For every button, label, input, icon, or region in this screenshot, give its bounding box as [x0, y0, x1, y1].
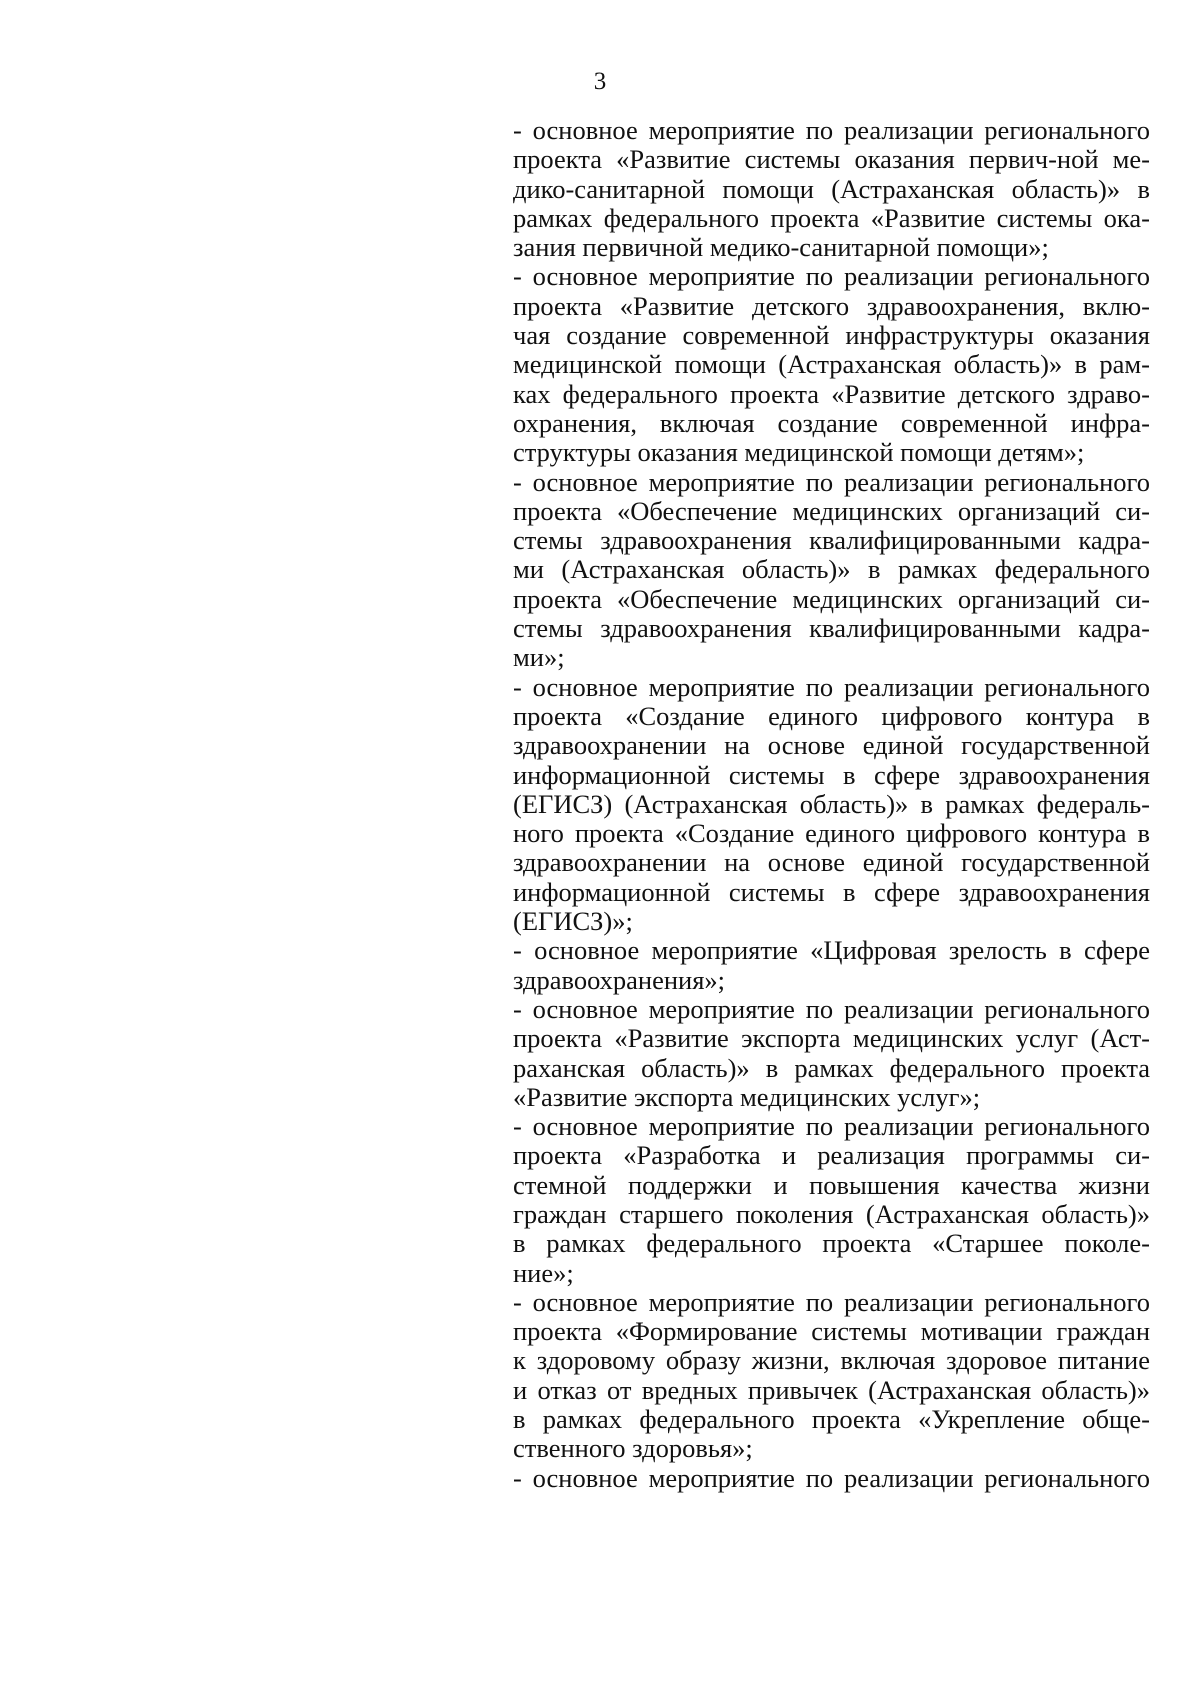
text-line: - основное мероприятие «Цифровая зрелость в сфере	[513, 936, 1150, 966]
text-line: и отказ от вредных привычек (Астраханская область)»	[513, 1375, 1150, 1405]
text-line: - основное мероприятие по реализации регионального	[513, 672, 1150, 702]
text-line: ние»;	[513, 1257, 574, 1288]
text-line: стемной поддержки и повышения качества жизни	[513, 1170, 1150, 1200]
text-line: рамках федерального проекта «Развитие системы ока-	[513, 203, 1150, 233]
text-line: здравоохранения»;	[513, 964, 726, 995]
text-line: «Развитие экспорта медицинских услуг»;	[513, 1081, 981, 1112]
text-line: - основное мероприятие по реализации регионального	[513, 994, 1150, 1024]
text-line: чая создание современной инфраструктуры оказания	[513, 321, 1150, 351]
text-line: здравоохранении на основе единой государственной	[513, 848, 1150, 878]
text-line: проекта «Развитие системы оказания первич-ной ме-	[513, 145, 1150, 175]
text-line: проекта «Разработка и реализация программы си-	[513, 1141, 1150, 1171]
text-line: охранения, включая создание современной инфра-	[513, 408, 1150, 438]
text-line: - основное мероприятие по реализации регионального	[513, 262, 1150, 292]
text-line: - основное мероприятие по реализации регионального	[513, 1112, 1150, 1142]
text-line: - основное мероприятие по реализации регионального	[513, 1463, 1150, 1493]
text-line: структуры оказания медицинской помощи детям»;	[513, 437, 1085, 468]
text-line: стемы здравоохранения квалифицированными кадра-	[513, 526, 1150, 556]
text-line: зания первичной медико-санитарной помощи»;	[513, 232, 1049, 263]
text-line: проекта «Формирование системы мотивации граждан	[513, 1317, 1150, 1347]
text-line: - основное мероприятие по реализации регионального	[513, 116, 1150, 145]
text-line: - основное мероприятие по реализации регионального	[513, 467, 1150, 497]
text-line: раханская область)» в рамках федерального проекта	[513, 1053, 1150, 1083]
text-line: ках федерального проекта «Развитие детского здраво-	[513, 379, 1150, 409]
text-line: (ЕГИСЗ)»;	[513, 906, 633, 937]
text-line: (ЕГИСЗ) (Астраханская область)» в рамках федераль-	[513, 789, 1150, 819]
text-line: проекта «Развитие детского здравоохранения, вклю-	[513, 291, 1150, 321]
text-line: ственного здоровья»;	[513, 1433, 753, 1464]
text-line: информационной системы в сфере здравоохранения	[513, 760, 1150, 790]
text-line: ного проекта «Создание единого цифрового контура в	[513, 819, 1150, 849]
text-line: дико-санитарной помощи (Астраханская область)» в	[513, 174, 1150, 204]
text-line: проекта «Обеспечение медицинских организаций си-	[513, 496, 1150, 526]
text-line: - основное мероприятие по реализации регионального	[513, 1287, 1150, 1317]
page-number: 3	[593, 68, 607, 95]
text-line: стемы здравоохранения квалифицированными кадра-	[513, 614, 1150, 644]
body-text-column	[513, 116, 1150, 1493]
text-line: ми (Астраханская область)» в рамках федерального	[513, 555, 1150, 585]
text-line: информационной системы в сфере здравоохранения	[513, 877, 1150, 907]
text-line: ми»;	[513, 642, 565, 673]
text-line: проекта «Создание единого цифрового контура в	[513, 701, 1150, 731]
text-line: к здоровому образу жизни, включая здоровое питание	[513, 1346, 1150, 1376]
text-line: в рамках федерального проекта «Укрепление обще-	[513, 1405, 1150, 1435]
text-line: проекта «Обеспечение медицинских организаций си-	[513, 584, 1150, 614]
text-line: медицинской помощи (Астраханская область)» в рам-	[513, 350, 1150, 380]
text-line: здравоохранении на основе единой государственной	[513, 731, 1150, 761]
text-line: в рамках федерального проекта «Старшее поколе-	[513, 1229, 1150, 1259]
text-line: проекта «Развитие экспорта медицинских услуг (Аст-	[513, 1024, 1150, 1054]
text-line: граждан старшего поколения (Астраханская область)»	[513, 1199, 1150, 1229]
